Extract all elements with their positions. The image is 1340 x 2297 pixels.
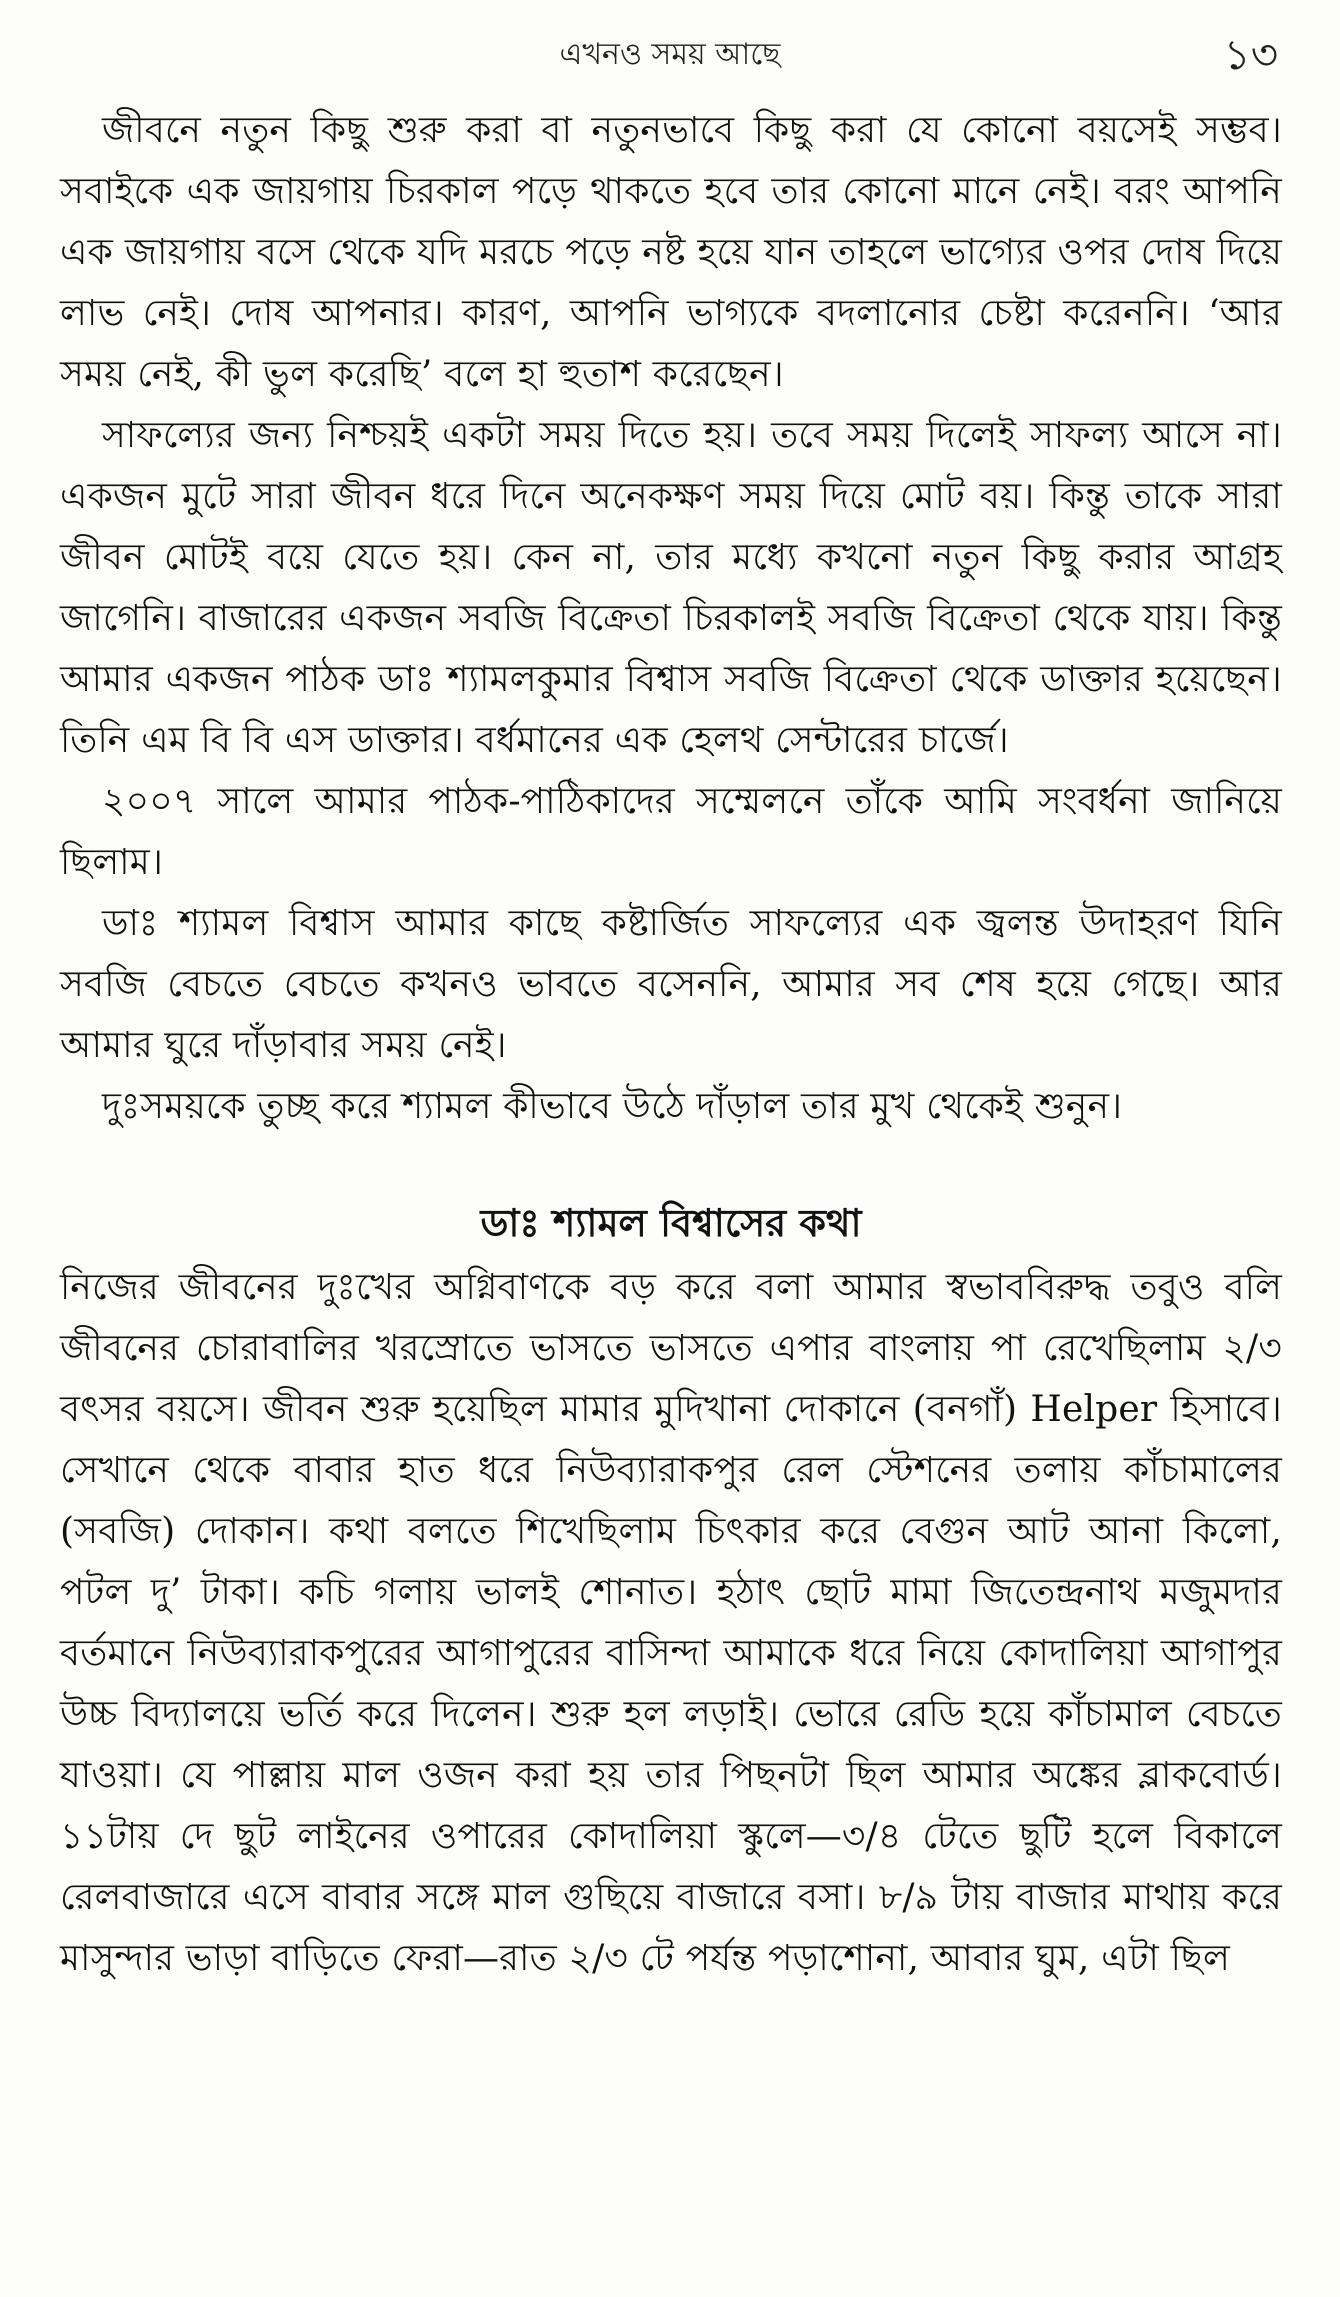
paragraph: জীবনে নতুন কিছু শুরু করা বা নতুনভাবে কিছু করা যে কোনো বয়সেই সম্ভব। সবাইকে এক জায়গায় চিরকাল পড়ে থাকতে হবে তার কোনো মানে নেই। বরং আপনি এক জায়গায় বসে থেকে যদি মরচে পড়ে নষ্ট হয়ে যান তাহলে ভাগ্যের ওপর দোষ দিয়ে লাভ নেই। দোষ আপনার। কারণ, আপনি ভাগ্যকে বদলানোর চেষ্টা করেননি। ‘আর সময় নেই, কী ভুল করেছি’ বলে হা হুতাশ করেছেন। [60,110,1282,395]
body-text [60,100,1282,1989]
running-title: এখনও সময় আছে [559,37,781,72]
paragraph: নিজের জীবনের দুঃখের অগ্নিবাণকে বড় করে বলা আমার স্বভাববিরুদ্ধ তবুও বলি জীবনের চোরাবালির খরস্রোতে ভাসতে ভাসতে এপার বাংলায় পা রেখেছিলাম ২/৩ বৎসর বয়সে। জীবন শুরু হয়েছিল মামার মুদিখানা দোকানে (বনগাঁ) Helper হিসাবে। সেখানে থেকে বাবার হাত ধরে নিউব্যারাকপুর রেল স্টেশনের তলায় কাঁচামালের (সবজি) দোকান। কথা বলতে শিখেছিলাম চিৎকার করে বেগুন আট আনা কিলো, পটল দু’ টাকা। কচি গলায় ভালই শোনাত। হঠাৎ ছোট মামা জিতেন্দ্রনাথ মজুমদার বর্তমানে নিউব্যারাকপুরের আগাপুরের বাসিন্দা আমাকে ধরে নিয়ে কোদালিয়া আগাপুর উচ্চ বিদ্যালয়ে ভর্তি করে দিলেন। শুরু হল লড়াই। ভোরে রেডি হয়ে কাঁচামাল বেচতে যাওয়া। যে পাল্লায় মাল ওজন করা হয় তার পিছনটা ছিল আমার অঙ্কের ব্লাকবোর্ড। ১১টায় দে ছুট লাইনের ওপারের কোদালিয়া স্কুলে—৩/৪ টেতে ছুটি হলে বিকালে রেলবাজারে এসে বাবার সঙ্গে মাল গুছিয়ে বাজারে বসা। ৮/৯ টায় বাজার মাথায় করে মাসুন্দার ভাড়া বাড়িতে ফেরা—রাত ২/৩ টে পর্যন্ত পড়াশোনা, আবার ঘুম, এটা ছিল [60,1267,1282,1979]
running-header [0,22,1340,82]
paragraph: সাফল্যের জন্য নিশ্চয়ই একটা সময় দিতে হয়। তবে সময় দিলেই সাফল্য আসে না। একজন মুটে সারা জীবন ধরে দিনে অনেকক্ষণ সময় দিয়ে মোট বয়। কিন্তু তাকে সারা জীবন মোটই বয়ে যেতে হয়। কেন না, তার মধ্যে কখনো নতুন কিছু করার আগ্রহ জাগেনি। বাজারের একজন সবজি বিক্রেতা চিরকালই সবজি বিক্রেতা থেকে যায়। কিন্তু আমার একজন পাঠক ডাঃ শ্যামলকুমার বিশ্বাস সবজি বিক্রেতা থেকে ডাক্তার হয়েছেন। তিনি এম বি বি এস ডাক্তার। বর্ধমানের এক হেলথ সেন্টারের চার্জে। [60,415,1282,761]
paragraph: ২০০৭ সালে আমার পাঠক-পাঠিকাদের সম্মেলনে তাঁকে আমি সংবর্ধনা জানিয়ে ছিলাম। [60,781,1282,883]
paragraph: দুঃসময়কে তুচ্ছ করে শ্যামল কীভাবে উঠে দাঁড়াল তার মুখ থেকেই শুনুন। [102,1086,1123,1127]
page-number: ১৩ [1223,30,1278,79]
section-heading: ডাঃ শ্যামল বিশ্বাসের কথা [480,1200,862,1245]
paragraph: ডাঃ শ্যামল বিশ্বাস আমার কাছে কষ্টার্জিত সাফল্যের এক জ্বলন্ত উদাহরণ যিনি সবজি বেচতে বেচতে কখনও ভাবতে বসেননি, আমার সব শেষ হয়ে গেছে। আর আমার ঘুরে দাঁড়াবার সময় নেই। [60,903,1282,1066]
